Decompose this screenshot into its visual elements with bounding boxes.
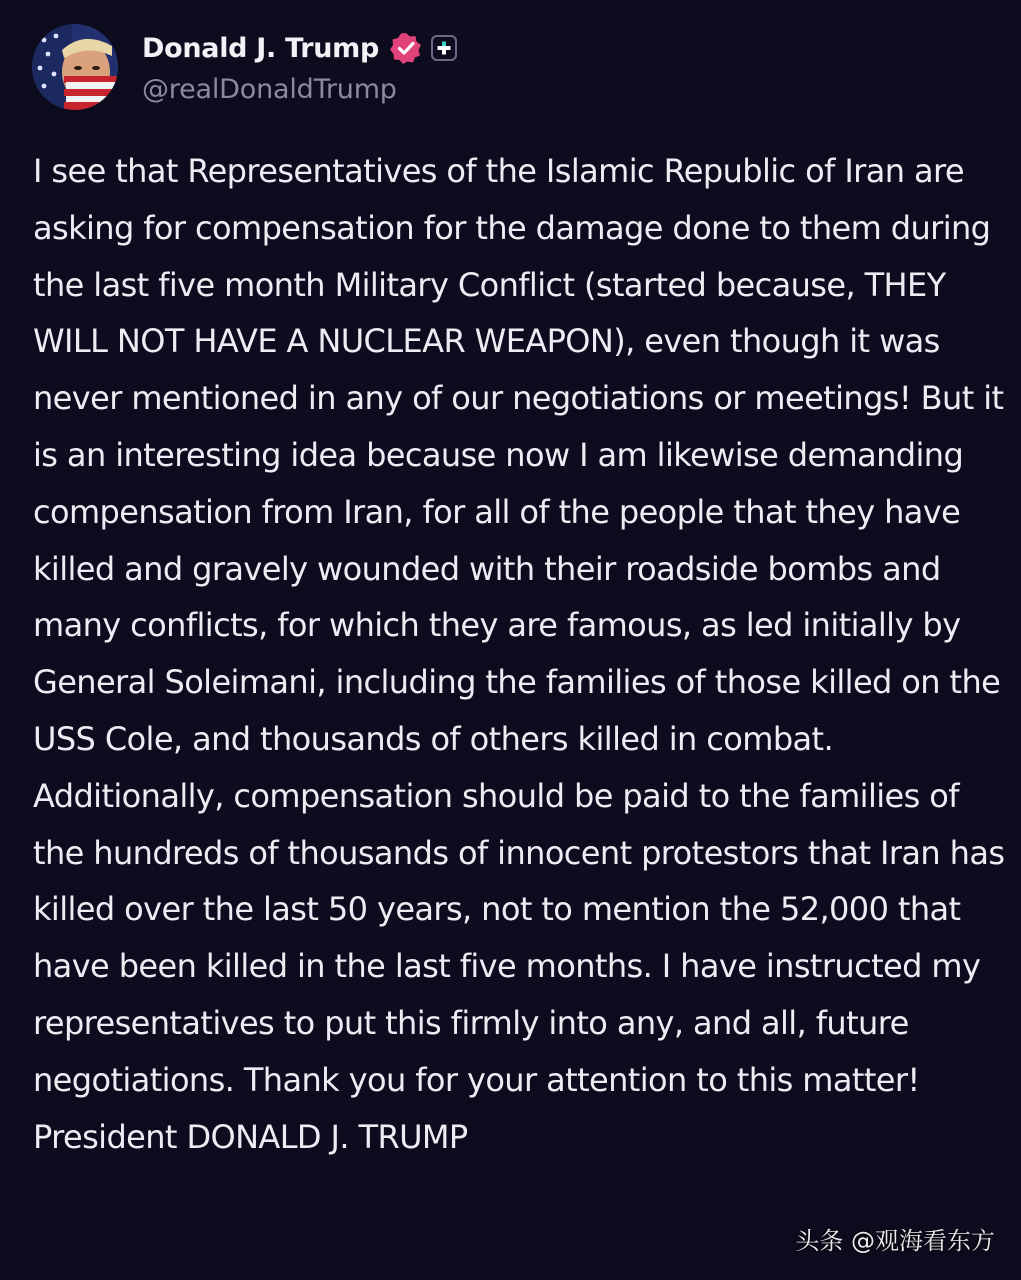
post-header [32, 24, 457, 114]
avatar[interactable] [32, 24, 118, 110]
plus-badge-icon [431, 35, 457, 61]
profile-identity [142, 24, 457, 105]
display-name[interactable]: Donald J. Trump [142, 32, 380, 64]
verified-badge-icon [389, 31, 423, 65]
name-row [142, 30, 457, 66]
watermark: 头条 @观海看东方 [795, 1227, 995, 1255]
user-handle[interactable]: @realDonaldTrump [142, 74, 397, 105]
avatar-photo-icon [32, 24, 118, 110]
post-text: I see that Representatives of the Islamic Republic of Iran are asking for compensation for the damage done to them during the last five month Military Conflict (started because, THEY WILL NOT HAVE A NUCLEAR WEAPON), even though it was never mentioned in any of our negotiations or meetings! But it is an interesting idea because now I am likewise demanding compensation from Iran, for all of the people that they have killed and gravely wounded with their roadside bombs and many conflicts, for which they are famous, as led initially by General Soleimani, including the families of those killed on the USS Cole, and thousands of others killed in combat. Additionally, compensation should be paid to the families of the hundreds of thousands of innocent protestors that Iran has killed over the last 50 years, not to mention the 52,000 that have been killed in the last five months. I have instructed my representatives to put this firmly into any, and all, future negotiations. Thank you for your attention to this matter! President DONALD J. TRUMP [33, 152, 1005, 1156]
